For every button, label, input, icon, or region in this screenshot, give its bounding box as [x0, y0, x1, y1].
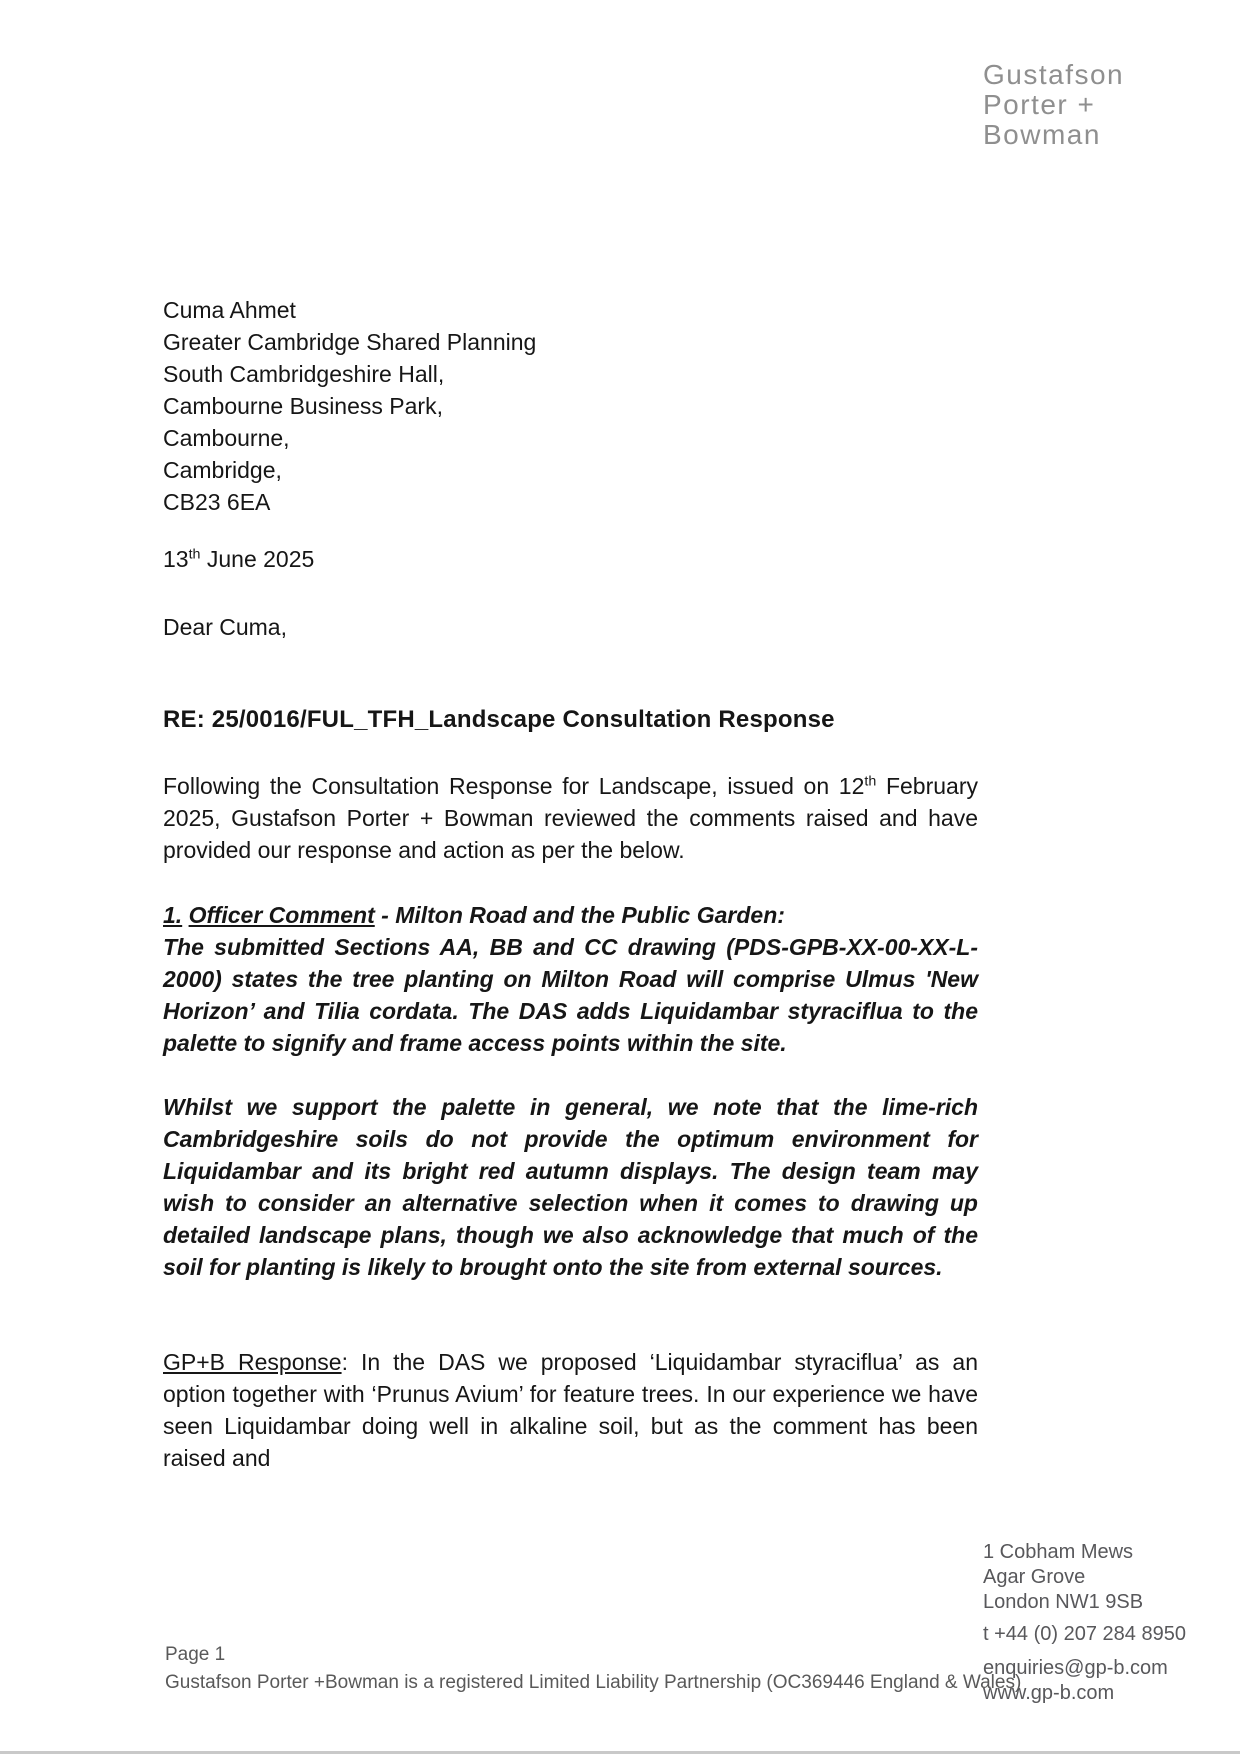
recipient-name: Cuma Ahmet: [163, 297, 296, 323]
intro-date-ordinal: th: [864, 773, 877, 790]
company-logo: [983, 60, 1124, 150]
section1-number: 1.: [163, 902, 183, 928]
office-phone: t +44 (0) 207 284 8950: [983, 1623, 1186, 1645]
office-address-line: 1 Cobham Mews: [983, 1541, 1134, 1563]
logo-line-1: Gustafson: [983, 59, 1125, 90]
section1-heading-label: Officer Comment: [188, 902, 375, 928]
logo-line-3: Bowman: [983, 119, 1101, 150]
recipient-postcode: CB23 6EA: [163, 489, 271, 515]
gpb-response-paragraph: [163, 1346, 978, 1474]
recipient-address-line: Cambourne Business Park,: [163, 393, 443, 419]
intro-paragraph: [163, 770, 978, 866]
date-rest: June 2025: [200, 546, 315, 572]
date-ordinal: th: [188, 546, 201, 563]
page-number: Page 1: [165, 1644, 226, 1665]
recipient-address-line: Cambridge,: [163, 457, 282, 483]
recipient-organisation: Greater Cambridge Shared Planning: [163, 329, 537, 355]
subject-line: RE: 25/0016/FUL_TFH_Landscape Consultation Response: [163, 706, 835, 733]
section1-heading-rest: - Milton Road and the Public Garden:: [374, 902, 785, 928]
salutation: Dear Cuma,: [163, 614, 287, 640]
company-registration-note: Gustafson Porter +Bowman is a registered Limited Liability Partnership (OC369446 England & Wales): [165, 1672, 1022, 1693]
officer-comment-paragraph-2: Whilst we support the palette in general, we note that the lime-rich Cambridgeshire soils do not provide the optimum environment for Liquidambar and its bright red autumn displays. The design team may wish to consider an alternative selection when it comes to drawing up detailed landscape plans, though we also acknowledge that much of the soil for planting is likely to brought onto the site from external sources.: [163, 1094, 978, 1280]
recipient-address-line: Cambourne,: [163, 425, 290, 451]
date-day: 13: [163, 546, 189, 572]
logo-line-2: Porter +: [983, 89, 1096, 120]
section1-heading: [163, 899, 978, 931]
gpb-response-label: GP+B Response: [163, 1349, 342, 1375]
intro-text-end: February 2025, Gustafson Porter + Bowman reviewed the comments raised and have provided our response and action as per the below.: [163, 773, 978, 863]
recipient-address-block: [163, 294, 536, 518]
office-address-line: London NW1 9SB: [983, 1591, 1144, 1613]
gpb-response-text: : In the DAS we proposed ‘Liquidambar styraciflua’ as an option together with ‘Prunus Avium’ for feature trees. In our experience we have seen Liquidambar doing well in alkaline soil, but as the comment has been raised and: [163, 1349, 978, 1471]
office-email: enquiries@gp-b.com: [983, 1657, 1168, 1679]
intro-text-start: Following the Consultation Response for Landscape, issued on 12: [163, 773, 865, 799]
office-website: www.gp-b.com: [983, 1682, 1115, 1704]
recipient-address-line: South Cambridgeshire Hall,: [163, 361, 445, 387]
page-bottom-divider: [0, 1751, 1240, 1754]
officer-comment-paragraph-1: The submitted Sections AA, BB and CC drawing (PDS-GPB-XX-00-XX-L-2000) states the tree planting on Milton Road will comprise Ulmus 'New Horizon’ and Tilia cordata. The DAS adds Liquidambar styraciflua to the palette to signify and frame access points within the site.: [163, 934, 978, 1056]
letter-date: [163, 546, 314, 573]
office-address-line: Agar Grove: [983, 1566, 1086, 1588]
